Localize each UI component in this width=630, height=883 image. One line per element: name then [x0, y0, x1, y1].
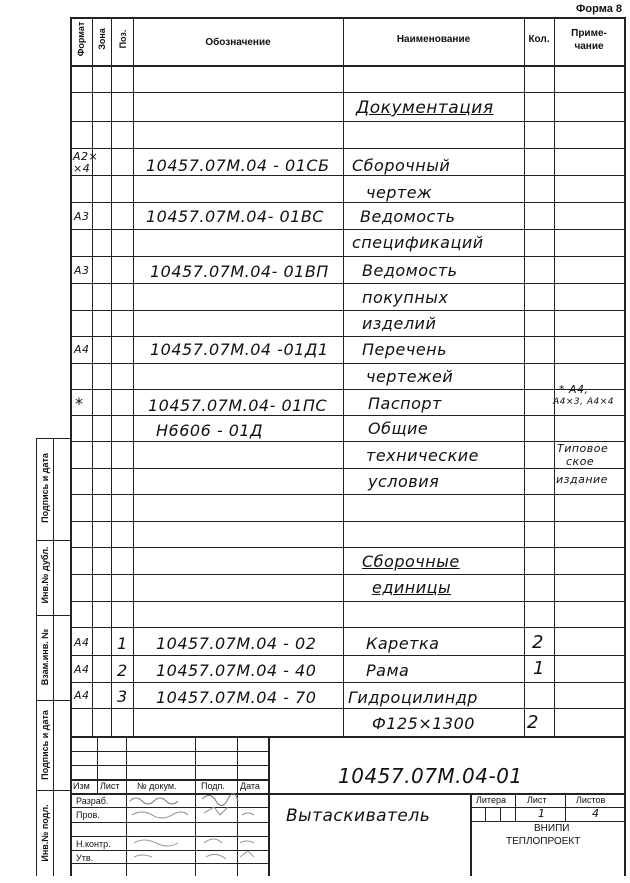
stamp-line [70, 751, 268, 752]
stamp-doc-no: № докум. [137, 781, 177, 791]
section-units-1: Сборочные [362, 552, 460, 571]
row-line [70, 92, 626, 93]
signature-mark [130, 793, 238, 805]
row1-format-1: A2× [73, 150, 99, 163]
side-inv-dup: Инв.№ дубл. [40, 546, 50, 604]
header-bottom [70, 65, 626, 67]
row-line [70, 601, 626, 602]
stamp-izm: Изм [73, 781, 90, 791]
stamp-utv: Утв. [76, 853, 94, 863]
row6-note-2: ское [566, 455, 595, 468]
unit2-format: А4 [74, 663, 90, 676]
stamp-right-divider [470, 793, 472, 876]
side-strip-left [36, 438, 37, 876]
col-line-2 [111, 17, 112, 737]
row-line [70, 363, 626, 364]
unit2-pos: 2 [117, 661, 128, 680]
stamp-org-1: ВНИПИ [534, 823, 570, 834]
row5-note-2: А4×3, А4×4 [553, 397, 615, 407]
row1-name-2: чертеж [366, 183, 433, 202]
header-note-1: Приме- [571, 28, 607, 39]
unit2-qty: 1 [533, 658, 545, 679]
row3-name-2: покупных [362, 288, 449, 307]
stamp-sheets: Листов [576, 795, 606, 805]
header-note-2: чание [574, 41, 604, 52]
unit1-pos: 1 [117, 634, 128, 653]
stamp-col [97, 736, 98, 793]
side-sign-date-top: Подпись и дата [40, 453, 50, 523]
row3-name-3: изделий [362, 314, 437, 333]
row3-format: А3 [74, 264, 90, 277]
col-line-4 [343, 17, 344, 737]
row6-name-1: Общие [368, 419, 429, 438]
stamp-divider [268, 736, 270, 876]
row6-designation: Н6606 - 01Д [156, 421, 264, 440]
row-line [70, 283, 626, 284]
row6-name-2: технические [366, 446, 479, 465]
row4-name-2: чертежей [366, 367, 454, 386]
row5-name: Паспорт [368, 394, 442, 413]
frame-left [70, 17, 72, 876]
col-line-1 [92, 17, 93, 737]
row-line [70, 494, 626, 495]
col-line-3 [133, 17, 134, 737]
stamp-top [70, 736, 626, 738]
stamp-right-line [470, 821, 626, 822]
signatures [126, 793, 268, 876]
row-line [70, 415, 626, 416]
stamp-line [70, 765, 268, 766]
side-vzam: Взам.инв. № [40, 628, 50, 686]
row3-name-1: Ведомость [362, 261, 458, 280]
form-label: Форма 8 [576, 3, 622, 15]
header-qty: Кол. [528, 34, 550, 45]
row-line [70, 336, 626, 337]
row6-name-3: условия [368, 472, 440, 491]
unit3-name-1: Гидроцилиндр [348, 688, 478, 707]
unit3-name-2: Ф125×1300 [372, 714, 475, 733]
row-line [70, 441, 626, 442]
stamp-litera-sub [500, 807, 501, 821]
unit2-name: Рама [366, 661, 410, 680]
unit1-designation: 10457.07М.04 - 02 [156, 634, 317, 653]
row2-name-1: Ведомость [360, 207, 456, 226]
frame-top [70, 17, 626, 19]
row4-format: А4 [74, 343, 90, 356]
row-line [70, 547, 626, 548]
unit1-qty: 2 [532, 632, 544, 653]
signature-mark [134, 839, 254, 846]
stamp-n-kontr: Н.контр. [76, 839, 111, 849]
header-pos: Поз. [118, 29, 128, 49]
row5-note-1: * А4, [559, 383, 589, 396]
unit1-format: А4 [74, 636, 90, 649]
stamp-razrab: Разраб. [76, 796, 109, 806]
unit3-designation: 10457.07М.04 - 70 [156, 688, 317, 707]
col-line-6 [554, 17, 555, 737]
unit2-designation: 10457.07М.04 - 40 [156, 661, 317, 680]
header-zone: Зона [97, 28, 107, 50]
stamp-litera: Литера [476, 795, 506, 805]
stamp-designation: 10457.07М.04-01 [338, 764, 523, 788]
signature-mark [132, 807, 254, 818]
row-line [70, 521, 626, 522]
side-inv-orig: Инв.№ подл. [40, 804, 50, 862]
row1-name-1: Сборочный [352, 156, 451, 175]
stamp-org-2: ТЕПЛОПРОЕКТ [506, 836, 581, 847]
unit3-format: А4 [74, 689, 90, 702]
row6-note-1: Типовое [557, 442, 609, 455]
row1-designation: 10457.07М.04 - 01СБ [146, 156, 330, 175]
row-line [70, 256, 626, 257]
stamp-right-line [470, 807, 626, 808]
row-line [70, 389, 626, 390]
row-line [70, 708, 626, 709]
row5-designation: 10457.07М.04- 01ПС [148, 396, 328, 415]
unit1-name: Каретка [366, 634, 440, 653]
row6-note-3: издание [556, 473, 608, 486]
row-line [70, 468, 626, 469]
row2-format: А3 [74, 210, 90, 223]
row-line [70, 229, 626, 230]
row-line [70, 627, 626, 628]
row-line [70, 202, 626, 203]
stamp-prov: Пров. [76, 810, 100, 820]
frame-right [624, 17, 626, 876]
section-documentation: Документация [356, 98, 494, 118]
row4-name-1: Перечень [362, 340, 448, 359]
unit3-qty: 2 [527, 712, 539, 733]
signature-mark [134, 851, 254, 859]
header-designation: Обозначение [205, 37, 271, 48]
row2-designation: 10457.07М.04- 01ВС [146, 207, 324, 226]
stamp-litera-sub [485, 807, 486, 821]
stamp-list: Лист [100, 781, 120, 791]
row-line [70, 682, 626, 683]
side-sign-date-bottom: Подпись и дата [40, 710, 50, 780]
row-line [70, 574, 626, 575]
stamp-sheet: Лист [527, 795, 547, 805]
stamp-sheets-value: 4 [592, 807, 600, 820]
stamp-date: Дата [240, 781, 260, 791]
stamp-podp: Подп. [201, 781, 225, 791]
stamp-sheet-value: 1 [538, 807, 546, 820]
row4-designation: 10457.07М.04 -01Д1 [150, 340, 329, 359]
row-line [70, 655, 626, 656]
row-line [70, 175, 626, 176]
row-line [70, 148, 626, 149]
row-line [70, 121, 626, 122]
unit3-pos: 3 [117, 687, 128, 706]
stamp-title: Вытаскиватель [286, 806, 431, 826]
row1-format-2: ×4 [73, 162, 91, 175]
row5-format: * [75, 394, 84, 413]
col-line-5 [524, 17, 525, 737]
header-format: Формат [76, 21, 86, 57]
row-line [70, 310, 626, 311]
section-units-2: единицы [372, 578, 452, 597]
side-strip-mid [53, 438, 54, 876]
header-name: Наименование [396, 34, 471, 45]
row3-designation: 10457.07М.04- 01ВП [150, 262, 329, 281]
row2-name-2: спецификаций [352, 233, 484, 252]
